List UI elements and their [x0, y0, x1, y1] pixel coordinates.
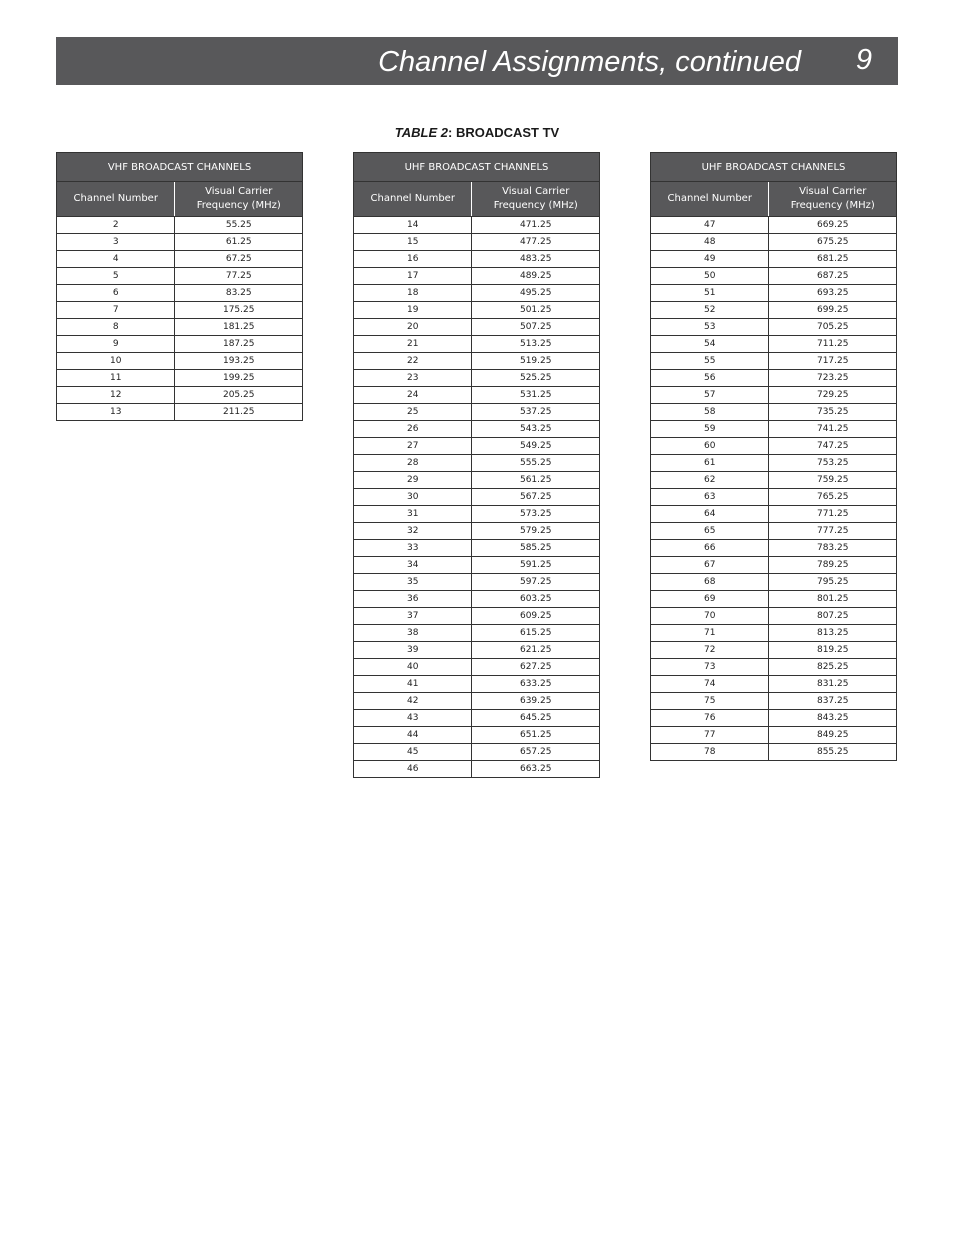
frequency-cell: 181.25	[175, 319, 303, 336]
channel-number-cell: 22	[354, 353, 472, 370]
table-row	[651, 370, 897, 387]
frequency-cell: 807.25	[769, 608, 897, 625]
frequency-cell: 705.25	[769, 319, 897, 336]
table-title: VHF BROADCAST CHANNELS	[57, 153, 303, 182]
table-row	[354, 591, 600, 608]
table-row	[354, 251, 600, 268]
frequency-cell: 651.25	[472, 727, 600, 744]
frequency-cell: 187.25	[175, 336, 303, 353]
table-row	[354, 387, 600, 404]
frequency-cell: 193.25	[175, 353, 303, 370]
channel-number-cell: 39	[354, 642, 472, 659]
table-body	[354, 217, 600, 778]
channel-number-cell: 65	[651, 523, 769, 540]
frequency-cell: 765.25	[769, 489, 897, 506]
table-row	[354, 302, 600, 319]
channel-number-cell: 58	[651, 404, 769, 421]
table-row	[651, 489, 897, 506]
channel-number-cell: 66	[651, 540, 769, 557]
frequency-cell: 205.25	[175, 387, 303, 404]
frequency-cell: 501.25	[472, 302, 600, 319]
frequency-cell: 495.25	[472, 285, 600, 302]
channel-number-cell: 21	[354, 336, 472, 353]
channel-number-cell: 37	[354, 608, 472, 625]
table-row	[354, 540, 600, 557]
channel-number-cell: 16	[354, 251, 472, 268]
uhf-channels-table-1	[353, 152, 600, 778]
table-row	[57, 370, 303, 387]
frequency-cell: 83.25	[175, 285, 303, 302]
channel-number-cell: 49	[651, 251, 769, 268]
table-row	[651, 659, 897, 676]
table-row	[651, 217, 897, 234]
frequency-cell: 825.25	[769, 659, 897, 676]
column-header-channel: Channel Number	[354, 182, 472, 217]
table-row	[651, 251, 897, 268]
frequency-cell: 783.25	[769, 540, 897, 557]
table-row	[354, 523, 600, 540]
frequency-cell: 681.25	[769, 251, 897, 268]
table-row	[57, 234, 303, 251]
column-header-frequency-line1: Visual Carrier	[205, 186, 273, 197]
table-row	[354, 574, 600, 591]
frequency-cell: 627.25	[472, 659, 600, 676]
table-row	[354, 268, 600, 285]
channel-number-cell: 20	[354, 319, 472, 336]
channel-number-cell: 71	[651, 625, 769, 642]
table-row	[651, 608, 897, 625]
table-row	[651, 353, 897, 370]
channel-number-cell: 62	[651, 472, 769, 489]
table-caption	[0, 125, 954, 140]
table-row	[57, 217, 303, 234]
channel-number-cell: 47	[651, 217, 769, 234]
column-header-frequency	[472, 182, 600, 217]
table-row	[354, 353, 600, 370]
channel-number-cell: 57	[651, 387, 769, 404]
table-row	[651, 234, 897, 251]
frequency-cell: 657.25	[472, 744, 600, 761]
frequency-cell: 483.25	[472, 251, 600, 268]
table-row	[651, 693, 897, 710]
column-header-frequency	[175, 182, 303, 217]
channel-number-cell: 70	[651, 608, 769, 625]
channel-number-cell: 77	[651, 727, 769, 744]
table-row	[354, 710, 600, 727]
channel-number-cell: 31	[354, 506, 472, 523]
channel-number-cell: 64	[651, 506, 769, 523]
channel-number-cell: 63	[651, 489, 769, 506]
frequency-cell: 603.25	[472, 591, 600, 608]
frequency-cell: 741.25	[769, 421, 897, 438]
frequency-cell: 723.25	[769, 370, 897, 387]
frequency-cell: 61.25	[175, 234, 303, 251]
frequency-cell: 621.25	[472, 642, 600, 659]
frequency-cell: 795.25	[769, 574, 897, 591]
table-row	[651, 710, 897, 727]
column-header-frequency-line2: Frequency (MHz)	[196, 200, 281, 211]
channel-number-cell: 75	[651, 693, 769, 710]
channel-number-cell: 9	[57, 336, 175, 353]
frequency-cell: 699.25	[769, 302, 897, 319]
channel-number-cell: 48	[651, 234, 769, 251]
table-row	[651, 472, 897, 489]
frequency-cell: 77.25	[175, 268, 303, 285]
channel-number-cell: 38	[354, 625, 472, 642]
channel-number-cell: 32	[354, 523, 472, 540]
channel-number-cell: 19	[354, 302, 472, 319]
table-row	[651, 676, 897, 693]
channel-number-cell: 2	[57, 217, 175, 234]
channel-number-cell: 28	[354, 455, 472, 472]
table-row	[651, 302, 897, 319]
column-header-frequency	[769, 182, 897, 217]
channel-number-cell: 68	[651, 574, 769, 591]
table-row	[651, 523, 897, 540]
table-body	[651, 217, 897, 761]
frequency-cell: 67.25	[175, 251, 303, 268]
frequency-cell: 199.25	[175, 370, 303, 387]
table-title: UHF BROADCAST CHANNELS	[354, 153, 600, 182]
channel-number-cell: 42	[354, 693, 472, 710]
channel-number-cell: 73	[651, 659, 769, 676]
table-row	[57, 319, 303, 336]
table-row	[651, 285, 897, 302]
table-row	[354, 285, 600, 302]
frequency-cell: 843.25	[769, 710, 897, 727]
frequency-cell: 507.25	[472, 319, 600, 336]
table-row	[354, 761, 600, 778]
table-row	[651, 591, 897, 608]
channel-number-cell: 60	[651, 438, 769, 455]
channel-number-cell: 55	[651, 353, 769, 370]
table-row	[57, 268, 303, 285]
channel-number-cell: 69	[651, 591, 769, 608]
channel-number-cell: 5	[57, 268, 175, 285]
table-row	[354, 625, 600, 642]
table-row	[354, 319, 600, 336]
channel-number-cell: 36	[354, 591, 472, 608]
frequency-cell: 837.25	[769, 693, 897, 710]
table-row	[57, 336, 303, 353]
frequency-cell: 669.25	[769, 217, 897, 234]
table-row	[651, 319, 897, 336]
channel-number-cell: 14	[354, 217, 472, 234]
table-row	[57, 353, 303, 370]
channel-number-cell: 30	[354, 489, 472, 506]
page-number: 9	[855, 44, 872, 76]
table-row	[651, 574, 897, 591]
channel-number-cell: 59	[651, 421, 769, 438]
channel-number-cell: 78	[651, 744, 769, 761]
channel-number-cell: 4	[57, 251, 175, 268]
channel-number-cell: 34	[354, 557, 472, 574]
channel-number-cell: 29	[354, 472, 472, 489]
frequency-cell: 537.25	[472, 404, 600, 421]
table-row	[651, 438, 897, 455]
frequency-cell: 531.25	[472, 387, 600, 404]
table-row	[354, 693, 600, 710]
channel-number-cell: 50	[651, 268, 769, 285]
channel-number-cell: 43	[354, 710, 472, 727]
frequency-cell: 543.25	[472, 421, 600, 438]
frequency-cell: 777.25	[769, 523, 897, 540]
table-row	[651, 455, 897, 472]
channel-number-cell: 74	[651, 676, 769, 693]
frequency-cell: 747.25	[769, 438, 897, 455]
table-row	[354, 336, 600, 353]
column-header-frequency-line1: Visual Carrier	[799, 186, 867, 197]
column-header-frequency-line1: Visual Carrier	[502, 186, 570, 197]
channel-number-cell: 44	[354, 727, 472, 744]
channel-number-cell: 67	[651, 557, 769, 574]
frequency-cell: 813.25	[769, 625, 897, 642]
table-caption-suffix: : BROADCAST TV	[448, 125, 560, 140]
table-caption-label: TABLE 2	[394, 125, 448, 140]
table-row	[57, 387, 303, 404]
table-row	[354, 421, 600, 438]
frequency-cell: 513.25	[472, 336, 600, 353]
frequency-cell: 759.25	[769, 472, 897, 489]
table-row	[651, 506, 897, 523]
channel-number-cell: 53	[651, 319, 769, 336]
table-row	[651, 557, 897, 574]
frequency-cell: 597.25	[472, 574, 600, 591]
channel-number-cell: 25	[354, 404, 472, 421]
channel-number-cell: 54	[651, 336, 769, 353]
table-row	[651, 404, 897, 421]
channel-number-cell: 13	[57, 404, 175, 421]
frequency-cell: 471.25	[472, 217, 600, 234]
frequency-cell: 687.25	[769, 268, 897, 285]
column-header-frequency-line2: Frequency (MHz)	[790, 200, 875, 211]
frequency-cell: 789.25	[769, 557, 897, 574]
frequency-cell: 55.25	[175, 217, 303, 234]
channel-number-cell: 52	[651, 302, 769, 319]
channel-number-cell: 40	[354, 659, 472, 676]
column-header-channel: Channel Number	[57, 182, 175, 217]
frequency-cell: 561.25	[472, 472, 600, 489]
frequency-cell: 549.25	[472, 438, 600, 455]
frequency-cell: 591.25	[472, 557, 600, 574]
frequency-cell: 693.25	[769, 285, 897, 302]
frequency-cell: 567.25	[472, 489, 600, 506]
channel-number-cell: 15	[354, 234, 472, 251]
channel-number-cell: 56	[651, 370, 769, 387]
header-bar	[56, 37, 898, 85]
table-row	[354, 506, 600, 523]
frequency-cell: 819.25	[769, 642, 897, 659]
table-row	[651, 336, 897, 353]
vhf-channels-table	[56, 152, 303, 421]
frequency-cell: 855.25	[769, 744, 897, 761]
channel-number-cell: 46	[354, 761, 472, 778]
frequency-cell: 735.25	[769, 404, 897, 421]
table-row	[651, 268, 897, 285]
table-row	[354, 727, 600, 744]
frequency-cell: 615.25	[472, 625, 600, 642]
channel-number-cell: 11	[57, 370, 175, 387]
table-row	[354, 676, 600, 693]
table-row	[354, 234, 600, 251]
page-title: Channel Assignments, continued	[378, 46, 801, 78]
table-row	[354, 438, 600, 455]
frequency-cell: 519.25	[472, 353, 600, 370]
frequency-cell: 801.25	[769, 591, 897, 608]
frequency-cell: 675.25	[769, 234, 897, 251]
table-title: UHF BROADCAST CHANNELS	[651, 153, 897, 182]
channel-number-cell: 26	[354, 421, 472, 438]
frequency-cell: 175.25	[175, 302, 303, 319]
table-row	[354, 608, 600, 625]
table-row	[354, 489, 600, 506]
frequency-cell: 525.25	[472, 370, 600, 387]
frequency-cell: 639.25	[472, 693, 600, 710]
table-row	[354, 659, 600, 676]
table-row	[354, 404, 600, 421]
frequency-cell: 211.25	[175, 404, 303, 421]
table-row	[57, 285, 303, 302]
channel-number-cell: 12	[57, 387, 175, 404]
table-row	[354, 217, 600, 234]
table-row	[651, 642, 897, 659]
channel-number-cell: 23	[354, 370, 472, 387]
table-row	[354, 370, 600, 387]
table-row	[57, 251, 303, 268]
frequency-cell: 585.25	[472, 540, 600, 557]
table-row	[354, 744, 600, 761]
channel-number-cell: 33	[354, 540, 472, 557]
frequency-cell: 849.25	[769, 727, 897, 744]
table-row	[651, 421, 897, 438]
table-row	[651, 727, 897, 744]
channel-number-cell: 61	[651, 455, 769, 472]
frequency-cell: 579.25	[472, 523, 600, 540]
frequency-cell: 729.25	[769, 387, 897, 404]
channel-number-cell: 24	[354, 387, 472, 404]
channel-number-cell: 3	[57, 234, 175, 251]
table-row	[354, 557, 600, 574]
channel-number-cell: 45	[354, 744, 472, 761]
channel-number-cell: 72	[651, 642, 769, 659]
table-row	[57, 404, 303, 421]
table-row	[651, 540, 897, 557]
channel-number-cell: 18	[354, 285, 472, 302]
channel-number-cell: 35	[354, 574, 472, 591]
frequency-cell: 633.25	[472, 676, 600, 693]
table-row	[57, 302, 303, 319]
channel-number-cell: 41	[354, 676, 472, 693]
table-body	[57, 217, 303, 421]
table-row	[354, 455, 600, 472]
channel-number-cell: 10	[57, 353, 175, 370]
channel-number-cell: 17	[354, 268, 472, 285]
table-row	[354, 472, 600, 489]
frequency-cell: 573.25	[472, 506, 600, 523]
frequency-cell: 663.25	[472, 761, 600, 778]
table-row	[651, 387, 897, 404]
frequency-cell: 717.25	[769, 353, 897, 370]
frequency-cell: 645.25	[472, 710, 600, 727]
frequency-cell: 555.25	[472, 455, 600, 472]
frequency-cell: 771.25	[769, 506, 897, 523]
channel-number-cell: 51	[651, 285, 769, 302]
frequency-cell: 489.25	[472, 268, 600, 285]
table-row	[651, 744, 897, 761]
channel-number-cell: 7	[57, 302, 175, 319]
frequency-cell: 711.25	[769, 336, 897, 353]
channel-number-cell: 8	[57, 319, 175, 336]
table-row	[651, 625, 897, 642]
frequency-cell: 753.25	[769, 455, 897, 472]
column-header-channel: Channel Number	[651, 182, 769, 217]
column-header-frequency-line2: Frequency (MHz)	[493, 200, 578, 211]
channel-number-cell: 27	[354, 438, 472, 455]
table-row	[354, 642, 600, 659]
frequency-cell: 477.25	[472, 234, 600, 251]
channel-number-cell: 76	[651, 710, 769, 727]
uhf-channels-table-2	[650, 152, 897, 761]
frequency-cell: 831.25	[769, 676, 897, 693]
frequency-cell: 609.25	[472, 608, 600, 625]
channel-number-cell: 6	[57, 285, 175, 302]
